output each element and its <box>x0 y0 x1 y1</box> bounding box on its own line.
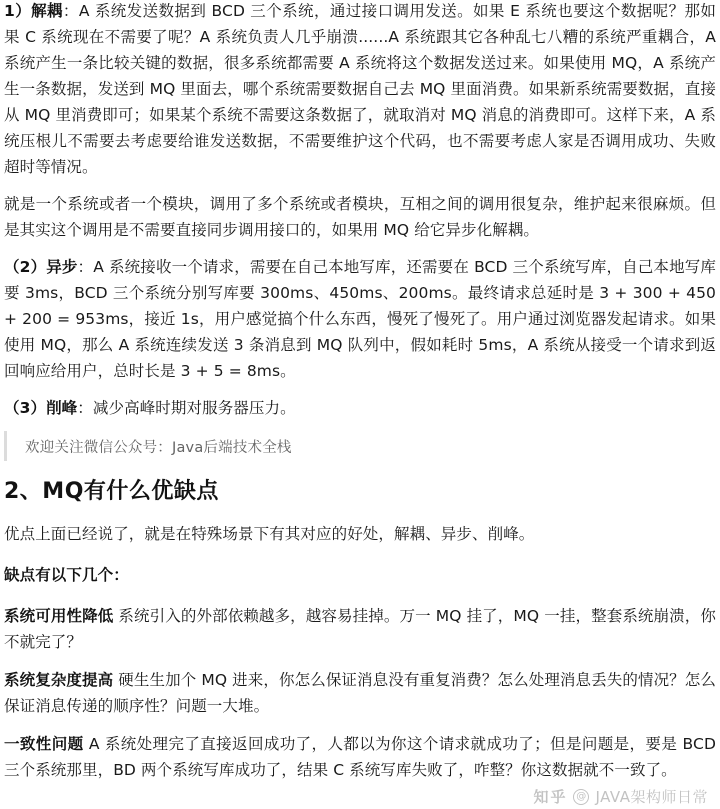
async-label: （2）异步 <box>4 258 78 276</box>
peak-shaving-text: ：减少高峰时期对服务器压力。 <box>77 399 296 417</box>
paragraph-disadvantages-intro <box>4 562 716 588</box>
decoupling-text: ：A 系统发送数据到 BCD 三个系统，通过接口调用发送。如果 E 系统也要这个数据呢？那如果 C 系统现在不需要了呢？A 系统负责人几乎崩溃......A 系统跟其它各种乱七八糟的系统严重耦合，A 系统产生一条比较关键的数据，很多系统都需要 A 系统将这个数据发送过来。如果使用 MQ，A 系统产生一条数据，发送到 MQ 里面去，哪个系统需要数据自己去 MQ 里面消费。如果新系统需要数据，直接从 MQ 里消费即可；如果某个系统不需要这条数据了，就取消对 MQ 消息的消费即可。这样下来，A 系统压根儿不需要去考虑要给谁发送数据，不需要维护这个代码，也不需要考虑人家是否调用成功、失败超时等情况。 <box>4 2 717 176</box>
watermark-author: JAVA架构师日常 <box>595 788 708 806</box>
paragraph-decoupling <box>4 0 716 180</box>
paragraph-peak-shaving <box>4 395 716 421</box>
peak-shaving-label: （3）削峰 <box>4 399 78 417</box>
paragraph-advantages: 优点上面已经说了，就是在特殊场景下有其对应的好处，解耦、异步、削峰。 <box>4 525 535 543</box>
availability-label: 系统可用性降低 <box>4 607 114 625</box>
complexity-text: 硬生生加个 MQ 进来，你怎么保证消息没有重复消费？怎么处理消息丢失的情况？怎么保证消息传递的顺序性？问题一大堆。 <box>4 671 716 715</box>
zhihu-logo-text: 知乎 <box>533 788 568 806</box>
consistency-label: 一致性问题 <box>4 735 84 753</box>
decoupling-label: 1）解耦 <box>4 2 63 20</box>
disadvantages-intro-text: 缺点有以下几个： <box>4 566 129 584</box>
paragraph-availability <box>4 603 716 655</box>
follow-notice-text: 欢迎关注微信公众号：Java后端技术全栈 <box>25 439 292 456</box>
paragraph-decoupling-summary: 就是一个系统或者一个模块，调用了多个系统或者模块，互相之间的调用很复杂，维护起来很麻烦。但是其实这个调用是不需要直接同步调用接口的，如果用 MQ 给它异步化解耦。 <box>4 195 716 239</box>
paragraph-complexity <box>4 667 716 719</box>
section-heading: 2、MQ有什么优缺点 <box>4 479 219 504</box>
async-text: ：A 系统接收一个请求，需要在自己本地写库，还需要在 BCD 三个系统写库，自己本地写库要 3ms，BCD 三个系统分别写库要 300ms、450ms、200ms。最终请求总延时是 3 + 300 + 450 + 200 = 953ms，接近 1s，用户感觉搞个什么东西，慢死了慢死了。用户通过浏览器发起请求。如果使用 MQ，那么 A 系统连续发送 3 条消息到 MQ 队列中，假如耗时 5ms，A 系统从接受一个请求到返回响应给用户，总时长是 3 + 5 = 8ms。 <box>4 258 716 380</box>
availability-text: 系统引入的外部依赖越多，越容易挂掉。万一 MQ 挂了，MQ 一挂，整套系统崩溃，你不就完了？ <box>4 607 717 651</box>
zhihu-watermark <box>533 786 708 807</box>
paragraph-async <box>4 254 716 384</box>
paragraph-consistency <box>4 731 716 783</box>
at-icon: @ <box>573 789 589 805</box>
consistency-text: A 系统处理完了直接返回成功了，人都以为你这个请求就成功了；但是问题是，要是 BCD 三个系统那里，BD 两个系统写库成功了，结果 C 系统写库失败了，咋整？你这数据就不一致了。 <box>4 735 716 779</box>
complexity-label: 系统复杂度提高 <box>4 671 114 689</box>
blockquote-follow-notice <box>4 431 716 461</box>
